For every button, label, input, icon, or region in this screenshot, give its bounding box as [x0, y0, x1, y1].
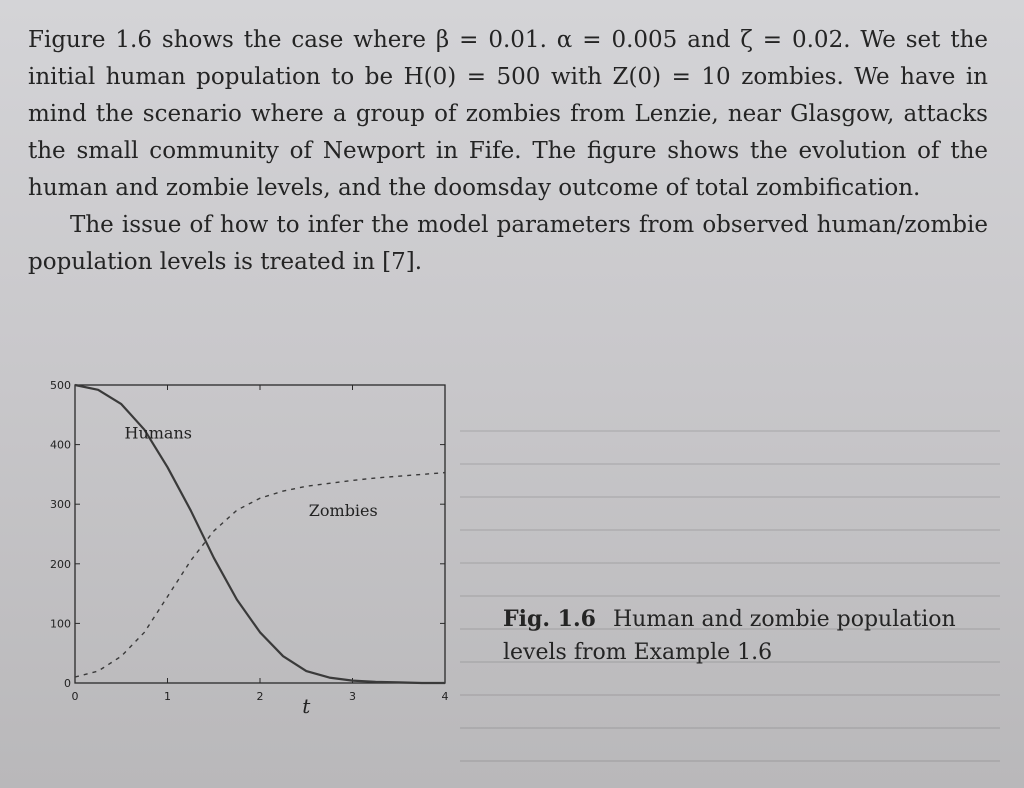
y-tick-label: 200 [50, 557, 71, 571]
figure-caption [503, 603, 983, 669]
y-tick-label: 300 [50, 498, 71, 512]
x-tick-label: 0 [71, 690, 79, 703]
series-annotation: Humans [124, 423, 192, 443]
y-tick-label: 500 [50, 379, 71, 392]
caption-text: Human and zombie population levels from Example 1.6 [503, 607, 956, 665]
caption-label: Fig. 1.6 [503, 606, 596, 632]
x-tick-label: 4 [441, 690, 449, 703]
series-line-zombies [75, 473, 445, 677]
x-tick-label: 2 [256, 690, 264, 703]
y-tick-label: 100 [50, 617, 71, 631]
y-tick-label: 0 [64, 677, 71, 690]
paragraph-2: The issue of how to infer the model parameters from observed human/zombie population levels is treated in [7]. [28, 212, 988, 275]
paper-show-through [460, 430, 1000, 770]
y-tick-label: 400 [50, 438, 71, 452]
body-text [28, 22, 988, 281]
figure-1-6 [30, 370, 470, 720]
x-axis-label: t [302, 694, 311, 718]
paragraph-1: Figure 1.6 shows the case where β = 0.01. α = 0.005 and ζ = 0.02. We set the initial human population to be H(0) = 500 with Z(0) = 10 zombies. We have in mind the scenario where a group of zombies from Lenzie, near Glasgow, attacks the small community of Newport in Fife. The figure shows the evolution of the human and zombie levels, and the doomsday outcome of total zombification. [28, 27, 988, 201]
x-tick-label: 1 [164, 690, 171, 703]
population-chart [30, 370, 470, 720]
series-annotation: Zombies [308, 501, 378, 521]
x-tick-label: 3 [349, 690, 356, 703]
